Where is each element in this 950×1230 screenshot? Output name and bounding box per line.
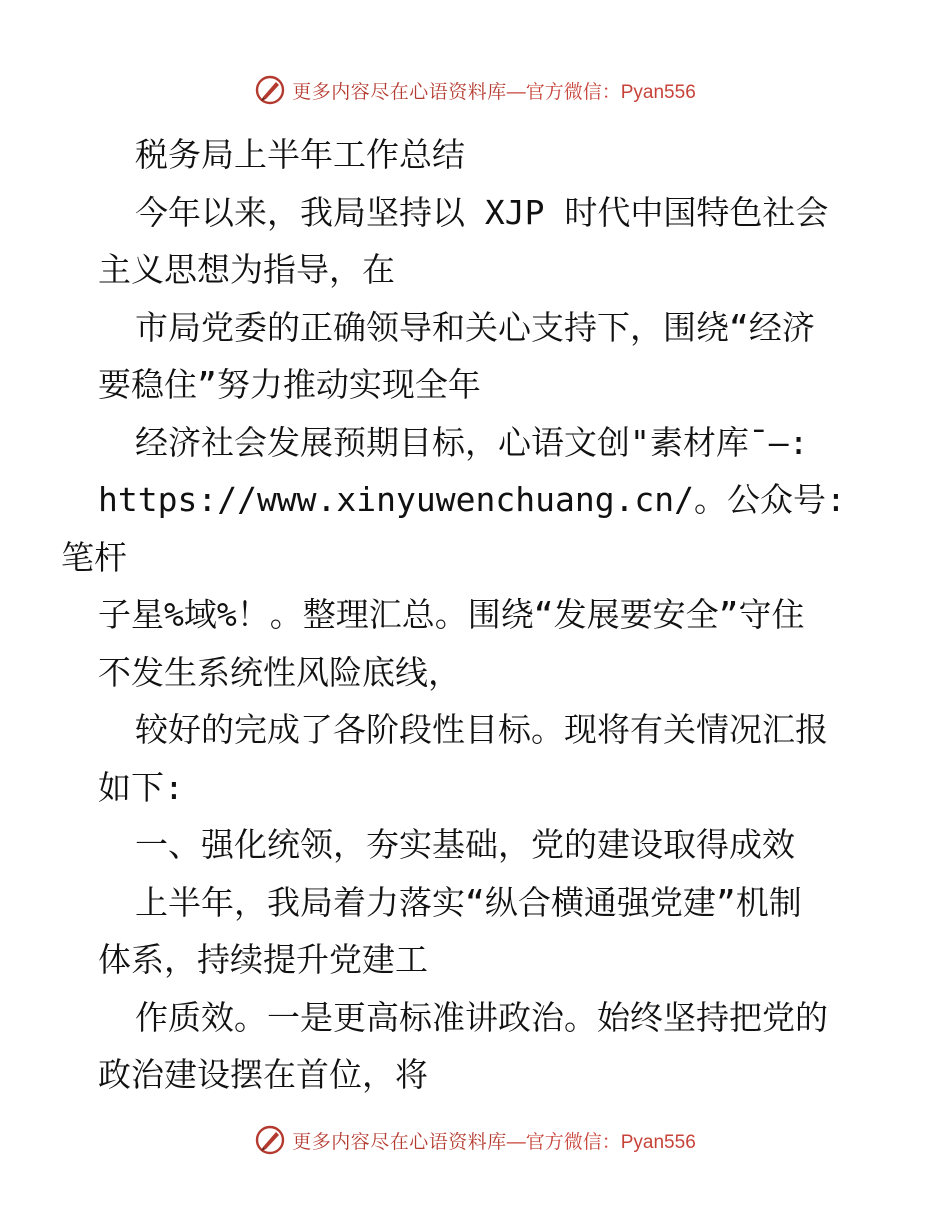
paragraph-line: 如下: <box>98 767 184 807</box>
pen-logo-icon <box>254 1124 286 1156</box>
paragraph-line: 主义思想为指导，在 <box>98 250 395 289</box>
paragraph-line: 体系，持续提升党建工 <box>98 940 428 979</box>
paragraph-line: 一、强化统领，夯实基础，党的建设取得成效 <box>135 825 795 864</box>
banner-contact-text: —官方微信：Pyan556 <box>506 1131 696 1153</box>
document-title: 税务局上半年工作总结 <box>135 135 465 174</box>
paragraph <box>98 701 858 816</box>
footer-banner <box>0 1120 950 1160</box>
paragraph-line: 经济社会发展预期目标，心语文创"素材库¯—: <box>135 422 809 462</box>
banner-brand-text: 更多内容尽在心语资料库 <box>292 80 507 103</box>
banner-contact-text: —官方微信：Pyan556 <box>506 81 696 103</box>
paragraph <box>98 989 858 1104</box>
document-body <box>61 126 858 1104</box>
banner-brand-text: 更多内容尽在心语资料库 <box>292 1130 507 1153</box>
pen-logo-icon <box>254 74 286 106</box>
paragraph <box>98 874 858 989</box>
paragraph-line: 较好的完成了各阶段性目标。现将有关情况汇报 <box>135 710 828 749</box>
paragraph-list <box>61 184 858 1104</box>
paragraph <box>98 299 858 414</box>
paragraph <box>61 414 858 702</box>
paragraph-line: 要稳住”努力推动实现全年 <box>98 365 481 404</box>
paragraph <box>98 184 858 299</box>
paragraph-line: 市局党委的正确领导和关心支持下，围绕“经济 <box>135 307 815 347</box>
paragraph-line: 上半年，我局着力落实“纵合横通强党建”机制 <box>135 882 802 922</box>
paragraph-line: 子星%域%！。整理汇总。围绕“发展要安全”守住 <box>98 595 805 634</box>
paragraph <box>98 816 858 874</box>
paragraph-line: 不发生系统性风险底线， <box>98 652 461 692</box>
paragraph-line: 作质效。一是更高标准讲政治。始终坚持把党的 <box>135 997 828 1037</box>
paragraph-line: 今年以来，我局坚持以 XJP 时代中国特色社会 <box>135 192 829 232</box>
header-banner <box>0 70 950 110</box>
paragraph-line: https://www.xinyuwenchuang.cn/。公众号: 笔杆 <box>61 480 846 577</box>
paragraph-line: 政治建设摆在首位，将 <box>98 1055 428 1094</box>
